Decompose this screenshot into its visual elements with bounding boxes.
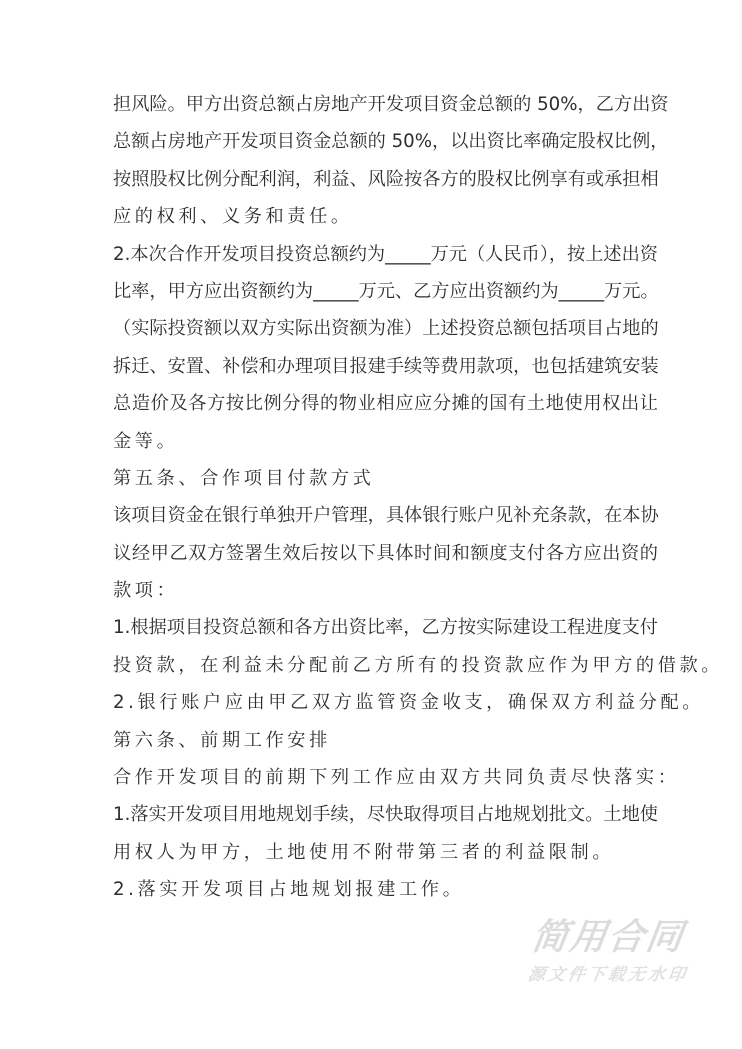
paragraph-line: 担风险。甲方出资总额占房地产开发项目资金总额的 50%，乙方出资 <box>113 94 669 115</box>
watermark-subtitle: 源文件下载无水印 <box>526 965 690 985</box>
clause-2-line: 2.本次合作开发项目投资总额约为_____万元（人民币），按上述出资 <box>113 243 658 265</box>
paragraph-line: 该项目资金在银行单独开户管理，具体银行账户见补充条款，在本协 <box>113 505 659 527</box>
paragraph-line: 总造价及各方按比例分得的物业相应应分摊的国有土地使用权出让 <box>113 393 658 415</box>
paragraph-line: 议经甲乙双方签署生效后按以下具体时间和额度支付各方应出资的 <box>113 542 658 564</box>
paragraph-line: （实际投资额以双方实际出资额为准）上述投资总额包括项目占地的 <box>113 318 659 340</box>
article-5-heading: 第五条、合作项目付款方式 <box>113 467 375 489</box>
list-item-2: 2.落实开发项目占地规划报建工作。 <box>113 879 465 901</box>
paragraph-line: 金等。 <box>113 430 179 452</box>
list-item-1-cont: 用权人为甲方，土地使用不附带第三者的利益限制。 <box>113 841 615 863</box>
paragraph-line: 应的权利、义务和责任。 <box>113 206 353 228</box>
article-6-heading: 第六条、前期工作安排 <box>113 729 331 751</box>
list-item-2: 2.银行账户应由甲乙双方监管资金收支，确保双方利益分配。 <box>113 692 705 714</box>
list-item-1: 1.根据项目投资总额和各方出资比率，乙方按实际建设工程进度支付 <box>113 617 658 639</box>
list-item-1: 1.落实开发项目用地规划手续，尽快取得项目占地规划批文。土地使 <box>113 804 658 826</box>
watermark <box>508 917 708 989</box>
list-item-1-cont: 投资款，在利益未分配前乙方所有的投资款应作为甲方的借款。 <box>113 654 724 676</box>
watermark-title: 简用合同 <box>529 917 687 958</box>
paragraph-line: 总额占房地产开发项目资金总额的 50%，以出资比率确定股权比例， <box>113 131 669 153</box>
paragraph-line: 拆迁、安置、补偿和办理项目报建手续等费用款项，也包括建筑安装 <box>113 355 659 377</box>
clause-2-line: 比率，甲方应出资额约为_____万元、乙方应出资额约为_____万元。 <box>113 280 659 302</box>
document-body <box>113 86 724 909</box>
paragraph-line: 合作开发项目的前期下列工作应由双方共同负责尽快落实： <box>113 767 680 789</box>
paragraph-line: 款项： <box>113 580 179 602</box>
paragraph-line: 按照股权比例分配利润，利益、风险按各方的股权比例享有或承担相 <box>113 168 659 190</box>
